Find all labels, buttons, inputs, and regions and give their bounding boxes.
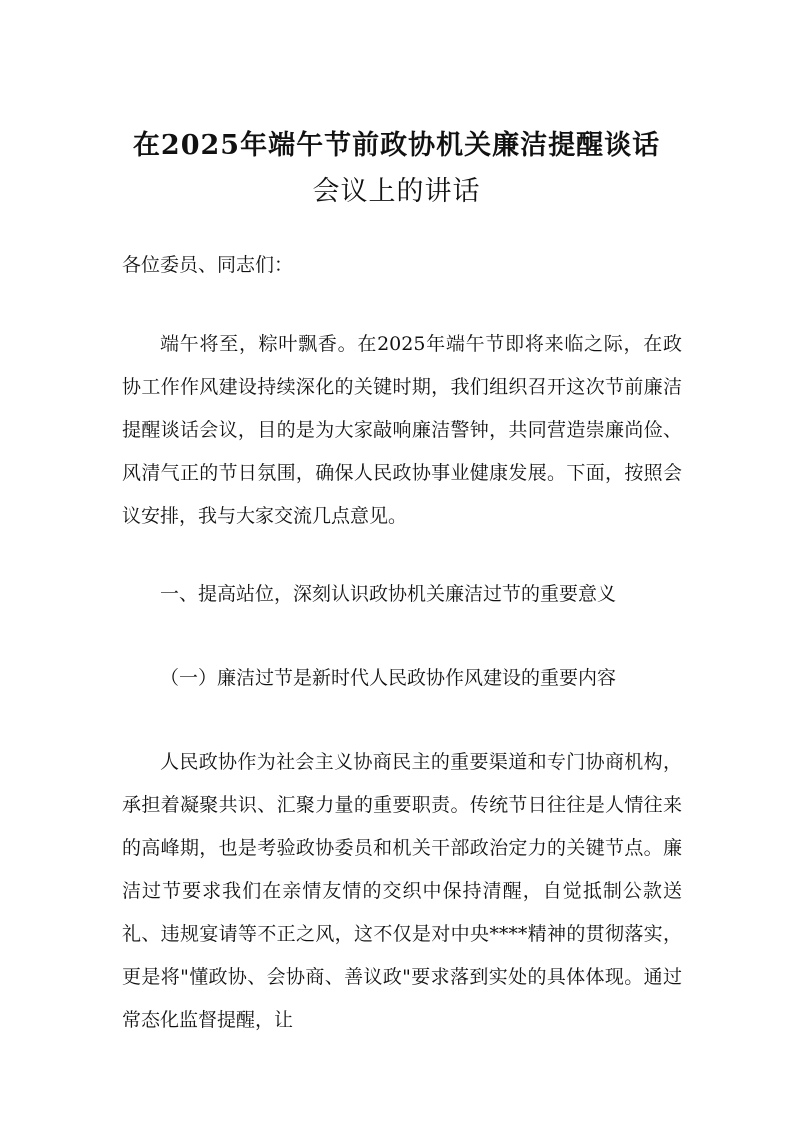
document-title-line-1: 在2025年端午节前政协机关廉洁提醒谈话 bbox=[132, 130, 661, 161]
salutation: 各位委员、同志们： bbox=[122, 254, 294, 276]
paragraph-intro: 端午将至，粽叶飘香。在2025年端午节即将来临之际，在政协工作作风建设持续深化的关键时期，我们组织召开这次节前廉洁提醒谈话会议，目的是为大家敲响廉洁警钟，共同营造崇廉尚俭、风清气正的节日氛围，确保人民政协事业健康发展。下面，按照会议安排，我与大家交流几点意见。 bbox=[122, 333, 682, 527]
document-title-line-2: 会议上的讲话 bbox=[312, 176, 481, 207]
paragraph-body: 人民政协作为社会主义协商民主的重要渠道和专门协商机构，承担着凝聚共识、汇聚力量的重要职责。传统节日往往是人情往来的高峰期，也是考验政协委员和机关干部政治定力的关键节点。廉洁过节要求我们在亲情友情的交织中保持清醒，自觉抵制公款送礼、违规宴请等不正之风，这不仅是对中央****精神的贯彻落实，更是将"懂政协、会协商、善议政"要求落到实处的具体体现。通过常态化监督提醒，让 bbox=[122, 751, 682, 1031]
section-heading-1: 一、提高站位，深刻认识政协机关廉洁过节的重要意义 bbox=[160, 583, 617, 605]
subsection-heading-1: （一）廉洁过节是新时代人民政协作风建设的重要内容 bbox=[160, 667, 617, 689]
